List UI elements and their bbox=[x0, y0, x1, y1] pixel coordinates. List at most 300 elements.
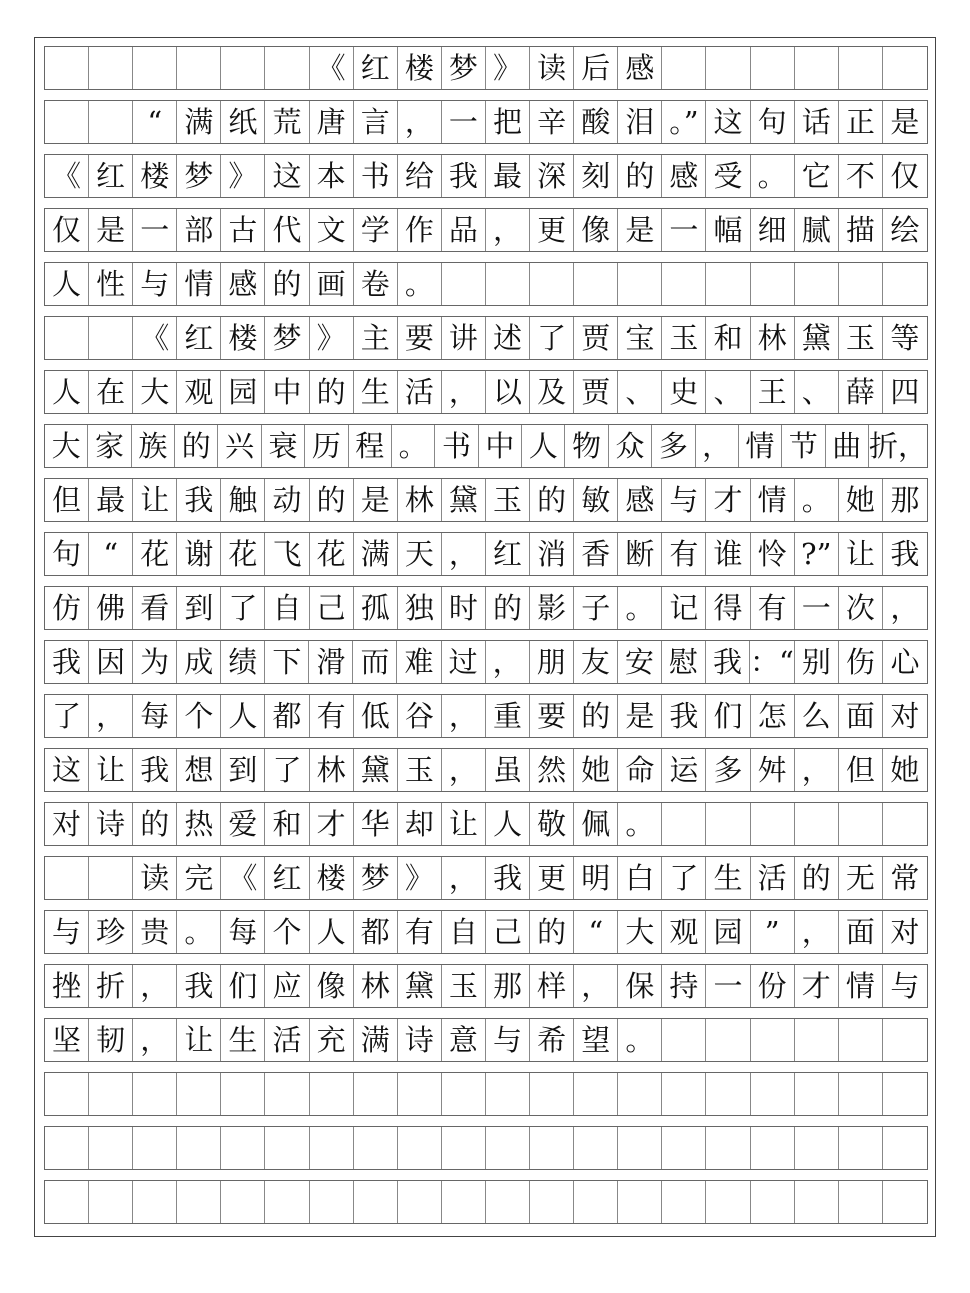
grid-cell: 卷 bbox=[354, 263, 398, 305]
grid-cell: 重 bbox=[486, 695, 530, 737]
grid-cell bbox=[133, 47, 177, 89]
grid-cell: ， bbox=[696, 425, 739, 467]
grid-cell: 我 bbox=[133, 749, 177, 791]
grid-cell: 。 bbox=[618, 587, 662, 629]
grid-cell: 描 bbox=[839, 209, 883, 251]
grid-cell bbox=[486, 1181, 530, 1223]
grid-cell: 意 bbox=[442, 1019, 486, 1061]
grid-cell bbox=[486, 1073, 530, 1115]
grid-cell: 挫 bbox=[45, 965, 89, 1007]
grid-cell: 虽 bbox=[486, 749, 530, 791]
grid-row bbox=[44, 154, 928, 198]
grid-cell: 物 bbox=[565, 425, 608, 467]
grid-cell: 林 bbox=[354, 965, 398, 1007]
grid-cell: 诗 bbox=[398, 1019, 442, 1061]
grid-cell: 份 bbox=[751, 965, 795, 1007]
grid-cell bbox=[839, 1181, 883, 1223]
grid-cell: 才 bbox=[706, 479, 750, 521]
grid-cell bbox=[486, 1127, 530, 1169]
grid-cell: 红 bbox=[354, 47, 398, 89]
grid-cell: 了 bbox=[662, 857, 706, 899]
grid-cell: 腻 bbox=[795, 209, 839, 251]
grid-cell bbox=[221, 1073, 265, 1115]
grid-row bbox=[44, 316, 928, 360]
grid-cell: 主 bbox=[354, 317, 398, 359]
grid-cell: 大 bbox=[618, 911, 662, 953]
grid-cell: 玉 bbox=[486, 479, 530, 521]
grid-cell bbox=[662, 1127, 706, 1169]
grid-cell: 影 bbox=[530, 587, 574, 629]
grid-cell bbox=[398, 1127, 442, 1169]
grid-cell: 多 bbox=[652, 425, 695, 467]
grid-cell: 是 bbox=[618, 209, 662, 251]
grid-cell bbox=[662, 1073, 706, 1115]
grid-cell: 自 bbox=[442, 911, 486, 953]
grid-cell: 了 bbox=[45, 695, 89, 737]
grid-cell: 每 bbox=[221, 911, 265, 953]
grid-row bbox=[44, 748, 928, 792]
grid-cell: 文 bbox=[310, 209, 354, 251]
grid-cell: 梦 bbox=[177, 155, 221, 197]
grid-cell: ， bbox=[795, 911, 839, 953]
grid-cell: 观 bbox=[177, 371, 221, 413]
grid-cell bbox=[883, 1019, 927, 1061]
grid-cell: 大 bbox=[45, 425, 88, 467]
grid-cell bbox=[574, 1181, 618, 1223]
grid-cell: 她 bbox=[839, 479, 883, 521]
grid-cell: 是 bbox=[618, 695, 662, 737]
grid-cell: 家 bbox=[88, 425, 131, 467]
grid-cell: 贵 bbox=[133, 911, 177, 953]
grid-cell: 、 bbox=[618, 371, 662, 413]
grid-cell: 花 bbox=[133, 533, 177, 575]
grid-cell: 古 bbox=[221, 209, 265, 251]
grid-cell: 次 bbox=[839, 587, 883, 629]
grid-cell: 深 bbox=[530, 155, 574, 197]
grid-cell: 活 bbox=[751, 857, 795, 899]
grid-cell: 书 bbox=[435, 425, 478, 467]
grid-cell: 的 bbox=[486, 587, 530, 629]
grid-cell: ， bbox=[442, 857, 486, 899]
grid-cell: 生 bbox=[706, 857, 750, 899]
grid-cell: 让 bbox=[177, 1019, 221, 1061]
grid-cell bbox=[706, 1019, 750, 1061]
grid-cell bbox=[706, 1073, 750, 1115]
grid-cell bbox=[662, 47, 706, 89]
grid-cell: 我 bbox=[177, 965, 221, 1007]
grid-cell: 部 bbox=[177, 209, 221, 251]
grid-cell: 言 bbox=[354, 101, 398, 143]
grid-cell: 对 bbox=[890, 914, 920, 949]
grid-cell: 贾 bbox=[574, 317, 618, 359]
grid-cell bbox=[177, 1127, 221, 1169]
grid-cell: 们 bbox=[706, 695, 750, 737]
grid-cell bbox=[662, 1019, 706, 1061]
grid-cell: 怜 bbox=[751, 533, 795, 575]
grid-cell: 一 bbox=[133, 209, 177, 251]
grid-cell: 句 bbox=[45, 533, 89, 575]
grid-cell: 。 bbox=[618, 803, 662, 845]
grid-cell bbox=[177, 1181, 221, 1223]
grid-cell: 佛 bbox=[89, 587, 133, 629]
grid-cell: 及 bbox=[530, 371, 574, 413]
grid-cell: 过 bbox=[442, 641, 486, 683]
grid-cell: 贾 bbox=[574, 371, 618, 413]
grid-cell bbox=[265, 1127, 309, 1169]
grid-cell bbox=[662, 263, 706, 305]
grid-cell: 人 bbox=[45, 263, 89, 305]
grid-cell: 但 bbox=[45, 479, 89, 521]
grid-cell bbox=[89, 101, 133, 143]
grid-cell bbox=[265, 1073, 309, 1115]
grid-cell: 到 bbox=[177, 587, 221, 629]
grid-cell: 黛 bbox=[795, 317, 839, 359]
grid-cell: 等 bbox=[890, 320, 920, 355]
grid-cell: 宝 bbox=[618, 317, 662, 359]
grid-cell: 要 bbox=[530, 695, 574, 737]
grid-cell: 有 bbox=[310, 695, 354, 737]
grid-cell: 》 bbox=[398, 857, 442, 899]
grid-cell: 纸 bbox=[221, 101, 265, 143]
grid-cell: 细 bbox=[751, 209, 795, 251]
grid-cell: 花 bbox=[310, 533, 354, 575]
grid-cell: 的 bbox=[618, 155, 662, 197]
grid-cell: 么 bbox=[795, 695, 839, 737]
grid-cell bbox=[89, 1073, 133, 1115]
grid-cell: 无 bbox=[839, 857, 883, 899]
grid-cell: 。 bbox=[751, 155, 795, 197]
grid-cell bbox=[883, 1127, 927, 1169]
grid-cell bbox=[354, 1181, 398, 1223]
grid-cell: 活 bbox=[265, 1019, 309, 1061]
grid-cell: 绘 bbox=[890, 212, 920, 247]
grid-cell: 得 bbox=[706, 587, 750, 629]
grid-cell: 坚 bbox=[45, 1019, 89, 1061]
grid-cell: 有 bbox=[751, 587, 795, 629]
grid-cell bbox=[662, 803, 706, 845]
grid-cell: 泪 bbox=[618, 101, 662, 143]
grid-cell: 《 bbox=[310, 47, 354, 89]
grid-cell bbox=[354, 1127, 398, 1169]
grid-cell: 像 bbox=[574, 209, 618, 251]
grid-cell: ， bbox=[486, 209, 530, 251]
grid-cell: 要 bbox=[398, 317, 442, 359]
grid-cell: 满 bbox=[177, 101, 221, 143]
grid-cell: 情 bbox=[177, 263, 221, 305]
grid-cell: 人 bbox=[310, 911, 354, 953]
grid-cell: 让 bbox=[839, 533, 883, 575]
grid-row bbox=[44, 964, 928, 1008]
grid-cell: 。 bbox=[618, 1019, 662, 1061]
grid-cell: 玉 bbox=[442, 965, 486, 1007]
grid-cell bbox=[883, 263, 927, 305]
grid-cell: 《 bbox=[221, 857, 265, 899]
grid-cell: 时 bbox=[442, 587, 486, 629]
grid-cell: 后 bbox=[574, 47, 618, 89]
grid-cell bbox=[618, 1181, 662, 1223]
grid-cell: 林 bbox=[398, 479, 442, 521]
grid-cell: 中 bbox=[479, 425, 522, 467]
grid-cell: 怎 bbox=[751, 695, 795, 737]
grid-cell: 的 bbox=[795, 857, 839, 899]
grid-cell: 薛 bbox=[839, 371, 883, 413]
grid-cell bbox=[442, 1073, 486, 1115]
grid-row bbox=[44, 640, 928, 684]
grid-cell: 了 bbox=[265, 749, 309, 791]
grid-cell bbox=[486, 263, 530, 305]
grid-cell: 己 bbox=[310, 587, 354, 629]
grid-cell bbox=[706, 803, 750, 845]
grid-cell: 的 bbox=[574, 695, 618, 737]
grid-cell bbox=[398, 1073, 442, 1115]
grid-cell bbox=[221, 1181, 265, 1223]
grid-cell: 不 bbox=[839, 155, 883, 197]
grid-cell: “ bbox=[89, 533, 133, 575]
grid-cell: 是 bbox=[89, 209, 133, 251]
grid-cell: 花 bbox=[221, 533, 265, 575]
grid-cell: 完 bbox=[177, 857, 221, 899]
grid-cell: 兴 bbox=[218, 425, 261, 467]
grid-cell: 心 bbox=[890, 644, 920, 679]
grid-cell bbox=[795, 1181, 839, 1223]
grid-cell: 飞 bbox=[265, 533, 309, 575]
grid-cell: 曲 bbox=[826, 425, 869, 467]
grid-cell: 的 bbox=[310, 479, 354, 521]
grid-cell: 辛 bbox=[530, 101, 574, 143]
grid-cell: 这 bbox=[45, 749, 89, 791]
grid-cell: 感 bbox=[618, 479, 662, 521]
grid-cell bbox=[795, 1019, 839, 1061]
grid-cell: 了 bbox=[221, 587, 265, 629]
grid-cell: “ bbox=[133, 101, 177, 143]
grid-cell: 多 bbox=[706, 749, 750, 791]
grid-row bbox=[44, 694, 928, 738]
grid-cell: ?” bbox=[795, 533, 839, 575]
grid-cell: 酸 bbox=[574, 101, 618, 143]
grid-cell: 动 bbox=[265, 479, 309, 521]
grid-cell: 。 bbox=[392, 425, 435, 467]
grid-cell: 、 bbox=[706, 371, 750, 413]
grid-cell bbox=[177, 1073, 221, 1115]
grid-cell: 最 bbox=[486, 155, 530, 197]
grid-cell: 》 bbox=[486, 47, 530, 89]
grid-cell bbox=[618, 263, 662, 305]
grid-cell: ， bbox=[890, 590, 920, 625]
grid-cell bbox=[177, 47, 221, 89]
grid-cell: 别 bbox=[795, 641, 839, 683]
grid-cell: 像 bbox=[310, 965, 354, 1007]
grid-cell: “ bbox=[574, 911, 618, 953]
grid-cell: 画 bbox=[310, 263, 354, 305]
grid-cell: 慰 bbox=[662, 641, 706, 683]
grid-cell: 和 bbox=[706, 317, 750, 359]
grid-cell: 每 bbox=[133, 695, 177, 737]
grid-cell: 绩 bbox=[221, 641, 265, 683]
grid-cell: 对 bbox=[45, 803, 89, 845]
grid-cell: 红 bbox=[486, 533, 530, 575]
grid-cell bbox=[706, 1127, 750, 1169]
grid-cell: 情 bbox=[839, 965, 883, 1007]
grid-cell: 下 bbox=[265, 641, 309, 683]
grid-cell: 中 bbox=[265, 371, 309, 413]
grid-cell bbox=[574, 263, 618, 305]
grid-cell: 都 bbox=[265, 695, 309, 737]
grid-cell bbox=[839, 47, 883, 89]
grid-cell: 华 bbox=[354, 803, 398, 845]
grid-cell: 更 bbox=[530, 857, 574, 899]
grid-cell bbox=[442, 263, 486, 305]
grid-cell: 、 bbox=[795, 371, 839, 413]
grid-cell: 谁 bbox=[706, 533, 750, 575]
grid-cell: ， bbox=[574, 965, 618, 1007]
grid-cell: 感 bbox=[662, 155, 706, 197]
grid-cell bbox=[883, 47, 927, 89]
grid-cell: 的 bbox=[133, 803, 177, 845]
grid-cell: 低 bbox=[354, 695, 398, 737]
grid-cell: 园 bbox=[706, 911, 750, 953]
grid-cell: 程 bbox=[349, 425, 392, 467]
grid-row bbox=[44, 370, 928, 414]
grid-cell: 的 bbox=[310, 371, 354, 413]
grid-cell: 这 bbox=[706, 101, 750, 143]
grid-row bbox=[44, 1018, 928, 1062]
grid-cell: 代 bbox=[265, 209, 309, 251]
grid-cell: ， bbox=[133, 965, 177, 1007]
grid-cell bbox=[839, 1127, 883, 1169]
grid-cell: 把 bbox=[486, 101, 530, 143]
grid-cell: 对 bbox=[890, 698, 920, 733]
grid-cell: 读 bbox=[530, 47, 574, 89]
grid-cell: 独 bbox=[398, 587, 442, 629]
grid-cell bbox=[265, 47, 309, 89]
grid-row bbox=[44, 856, 928, 900]
grid-cell: 。 bbox=[177, 911, 221, 953]
grid-cell: 》 bbox=[221, 155, 265, 197]
grid-cell bbox=[706, 1181, 750, 1223]
grid-cell: 充 bbox=[310, 1019, 354, 1061]
grid-row bbox=[44, 1072, 928, 1116]
grid-cell: 都 bbox=[354, 911, 398, 953]
grid-cell: 我 bbox=[442, 155, 486, 197]
grid-cell bbox=[618, 1073, 662, 1115]
grid-cell: 触 bbox=[221, 479, 265, 521]
grid-cell: 作 bbox=[398, 209, 442, 251]
grid-cell: 人 bbox=[221, 695, 265, 737]
grid-cell: 常 bbox=[890, 860, 920, 895]
grid-cell bbox=[133, 1181, 177, 1223]
grid-cell bbox=[795, 803, 839, 845]
grid-cell: 玉 bbox=[839, 317, 883, 359]
grid-cell: 玉 bbox=[662, 317, 706, 359]
grid-cell: 一 bbox=[662, 209, 706, 251]
grid-cell: 而 bbox=[353, 641, 397, 683]
grid-cell: 学 bbox=[354, 209, 398, 251]
grid-cell: 历 bbox=[305, 425, 348, 467]
grid-cell: 我 bbox=[177, 479, 221, 521]
grid-cell: 她 bbox=[574, 749, 618, 791]
grid-cell: 人 bbox=[486, 803, 530, 845]
grid-cell bbox=[883, 1073, 927, 1115]
grid-cell: 孤 bbox=[354, 587, 398, 629]
grid-cell: 园 bbox=[221, 371, 265, 413]
grid-cell: 折 bbox=[89, 965, 133, 1007]
grid-row bbox=[44, 478, 928, 522]
grid-cell: 》 bbox=[310, 317, 354, 359]
grid-cell: 白 bbox=[618, 857, 662, 899]
grid-cell: 是 bbox=[354, 479, 398, 521]
grid-row bbox=[44, 802, 928, 846]
grid-cell: 正 bbox=[839, 101, 883, 143]
grid-cell: 子 bbox=[574, 587, 618, 629]
grid-cell: 黛 bbox=[354, 749, 398, 791]
grid-cell: 希 bbox=[530, 1019, 574, 1061]
grid-cell: 。 bbox=[398, 263, 442, 305]
grid-cell: 性 bbox=[89, 263, 133, 305]
grid-cell: 我 bbox=[662, 695, 706, 737]
grid-cell: 《 bbox=[133, 317, 177, 359]
grid-cell bbox=[221, 1127, 265, 1169]
grid-cell: 梦 bbox=[442, 47, 486, 89]
grid-cell bbox=[751, 1181, 795, 1223]
grid-cell bbox=[839, 263, 883, 305]
grid-cell: 与 bbox=[890, 968, 920, 1003]
grid-cell: 受 bbox=[706, 155, 750, 197]
grid-cell: 楼 bbox=[398, 47, 442, 89]
grid-cell bbox=[89, 1181, 133, 1223]
grid-cell: 为 bbox=[133, 641, 177, 683]
grid-cell: 有 bbox=[398, 911, 442, 953]
grid-cell bbox=[706, 47, 750, 89]
grid-row bbox=[44, 586, 928, 630]
grid-cell: 书 bbox=[354, 155, 398, 197]
grid-cell: 幅 bbox=[706, 209, 750, 251]
grid-cell: 那 bbox=[890, 482, 920, 517]
grid-cell: 让 bbox=[89, 749, 133, 791]
grid-row bbox=[44, 532, 928, 576]
grid-cell: 我 bbox=[890, 536, 920, 571]
grid-cell bbox=[883, 1181, 927, 1223]
grid-cell: 了 bbox=[530, 317, 574, 359]
grid-cell: 黛 bbox=[398, 965, 442, 1007]
grid-cell: 伤 bbox=[839, 641, 883, 683]
grid-cell: 是 bbox=[890, 104, 920, 139]
grid-cell: 衰 bbox=[262, 425, 305, 467]
grid-cell: ， bbox=[442, 371, 486, 413]
grid-cell bbox=[442, 1181, 486, 1223]
grid-cell: 荒 bbox=[265, 101, 309, 143]
grid-cell bbox=[883, 803, 927, 845]
grid-cell: 楼 bbox=[133, 155, 177, 197]
grid-cell: 唐 bbox=[310, 101, 354, 143]
grid-cell: 和 bbox=[265, 803, 309, 845]
grid-cell: 节 bbox=[782, 425, 825, 467]
grid-cell: ， bbox=[442, 533, 486, 575]
grid-cell bbox=[574, 1073, 618, 1115]
grid-cell: 红 bbox=[265, 857, 309, 899]
grid-cell: 面 bbox=[839, 911, 883, 953]
grid-cell: 有 bbox=[662, 533, 706, 575]
grid-cell: 到 bbox=[221, 749, 265, 791]
grid-cell bbox=[45, 1127, 89, 1169]
grid-cell bbox=[45, 101, 89, 143]
grid-cell bbox=[398, 1181, 442, 1223]
grid-cell bbox=[751, 803, 795, 845]
grid-cell: 我 bbox=[706, 641, 750, 683]
grid-cell: 面 bbox=[839, 695, 883, 737]
grid-cell: 望 bbox=[574, 1019, 618, 1061]
grid-cell: 人 bbox=[522, 425, 565, 467]
grid-cell: 个 bbox=[177, 695, 221, 737]
